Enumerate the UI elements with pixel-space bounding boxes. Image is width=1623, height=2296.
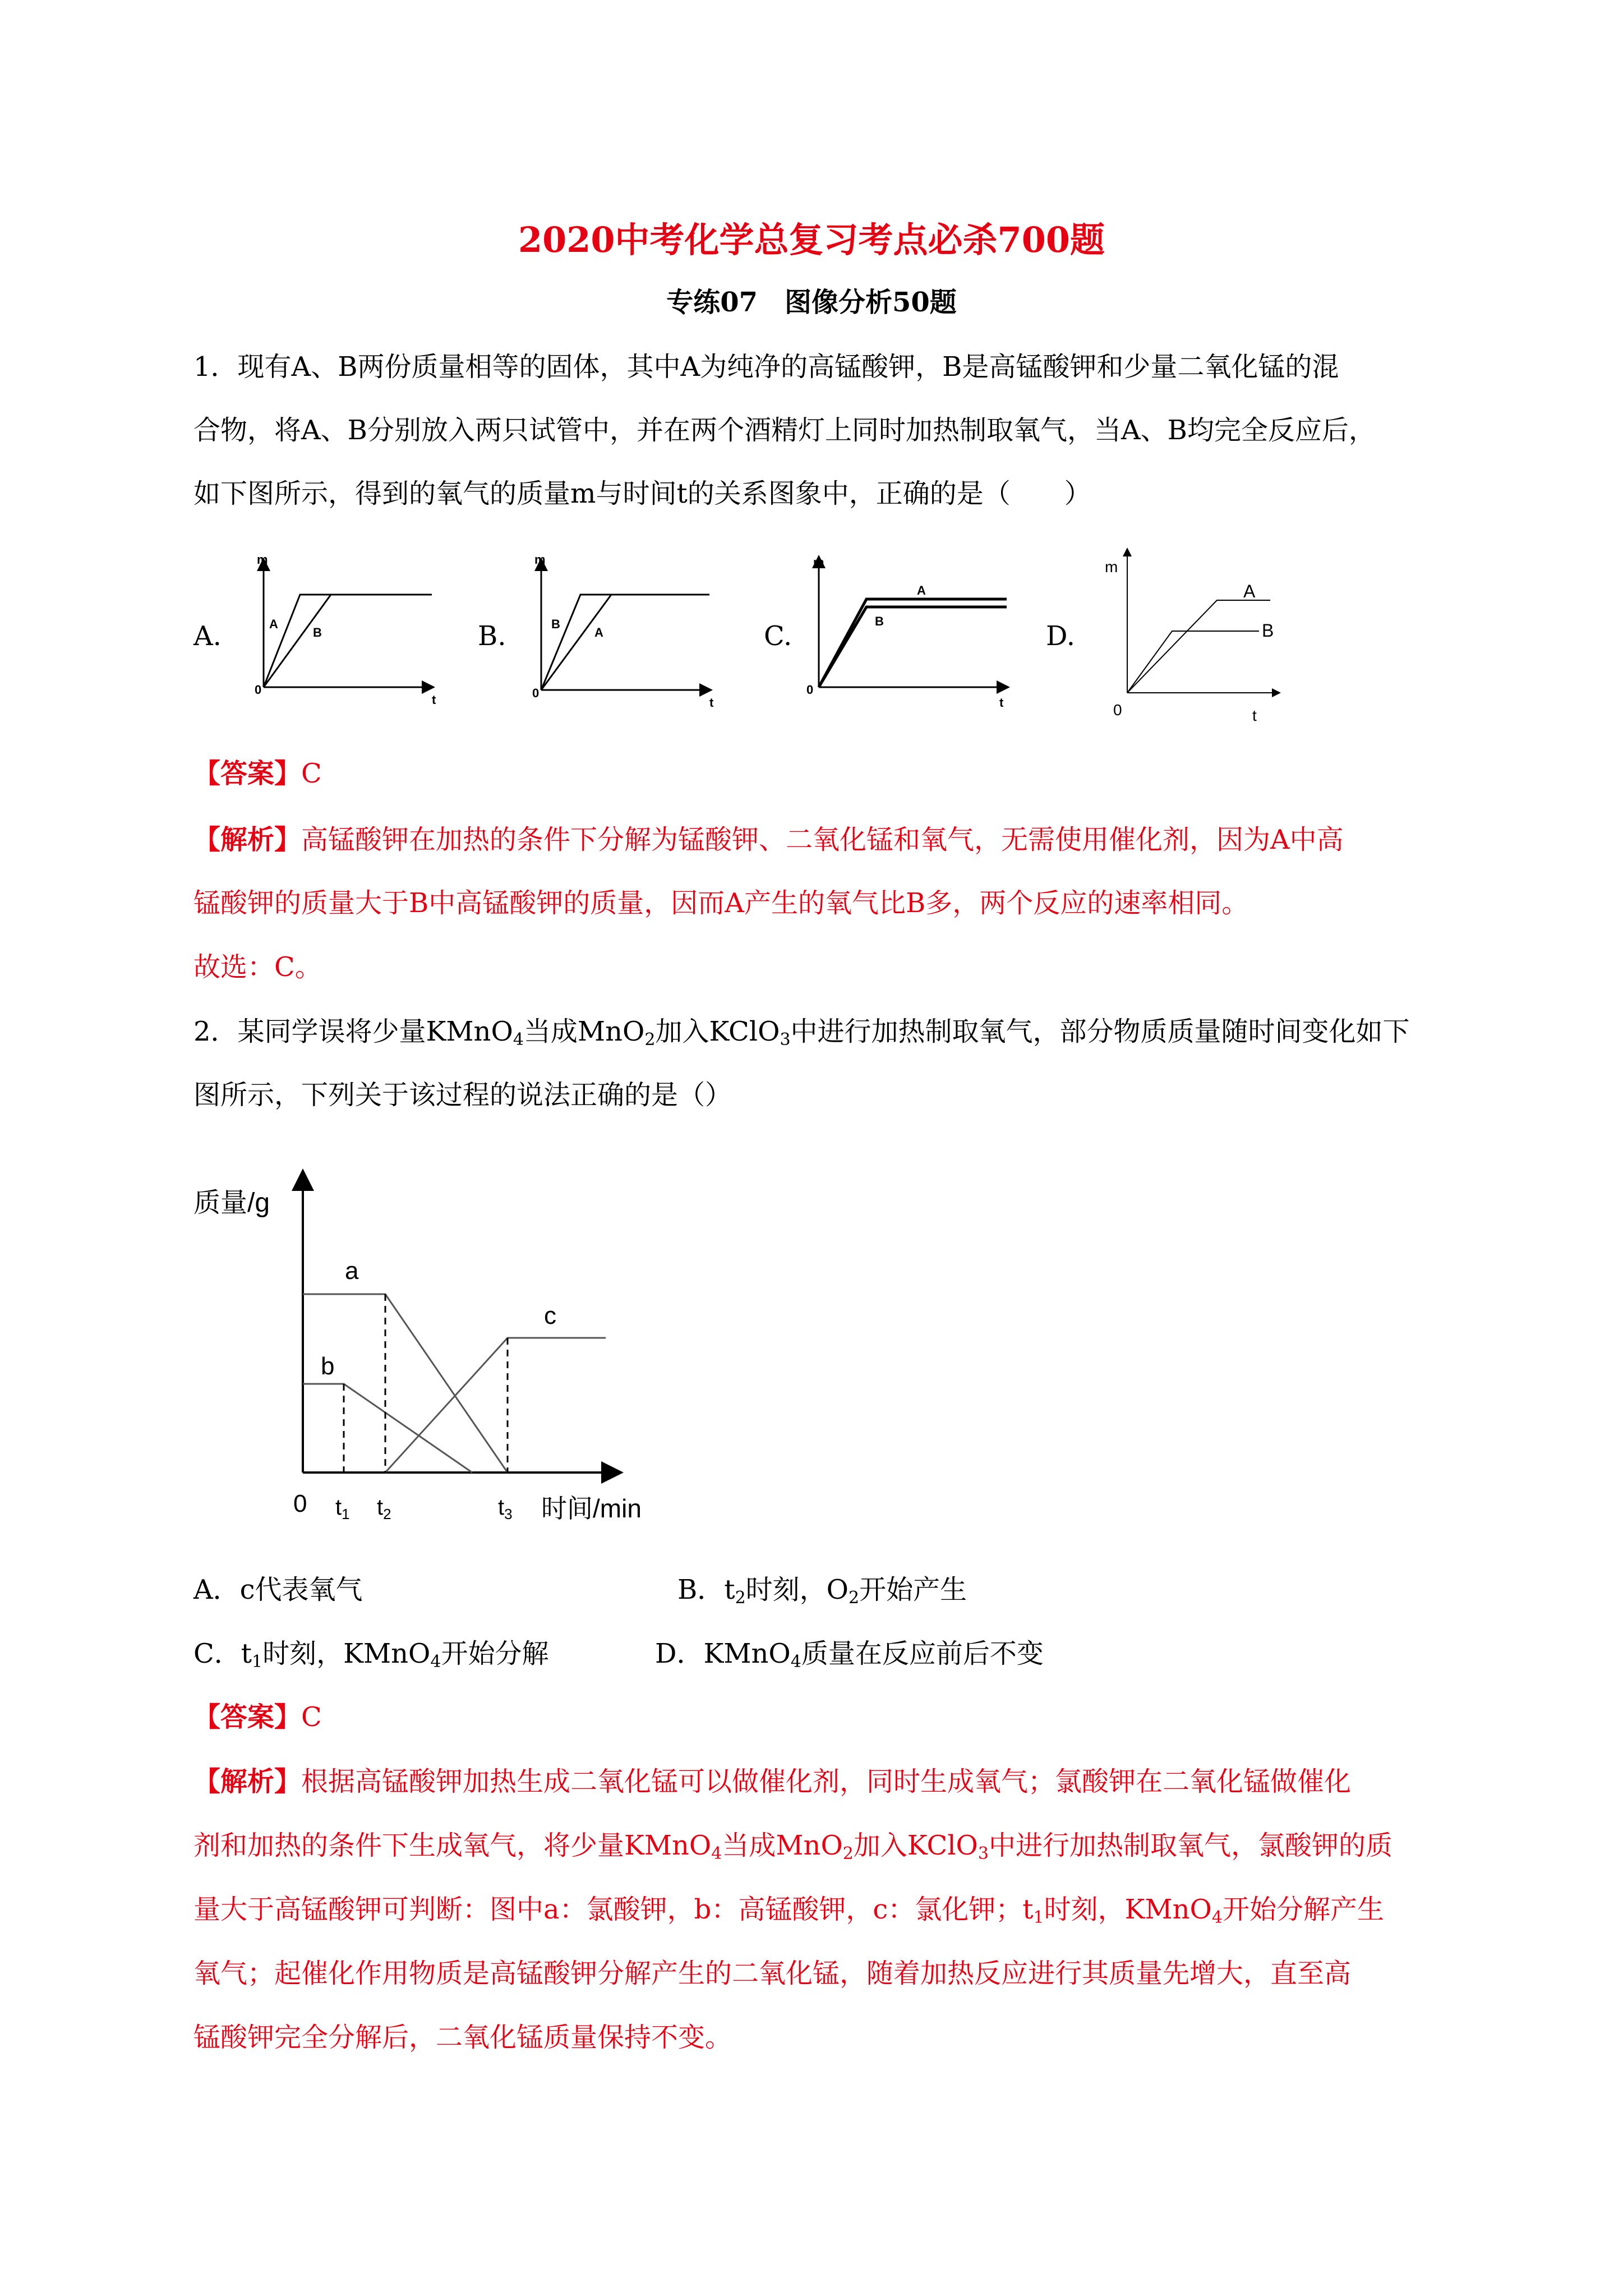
q2-graph [191,1161,684,1554]
graph-x-axis-label: t [709,696,714,710]
graph-x-axis-label: t [432,693,436,707]
graph-y-axis-label: m [1105,558,1118,576]
graph-origin-label: 0 [1113,701,1122,719]
graph-x-axis-label: t [999,696,1004,710]
q1-analysis-line-3: 故选：C。 [193,951,322,983]
curve-label-a: A [269,617,278,631]
q1-option-d-graph [1102,539,1287,729]
q1-analysis-line-2: 锰酸钾的质量大于B中高锰酸钾的质量，因而A产生的氧气比B多，两个反应的速率相同。 [193,887,1249,919]
graph-x-axis-label: t [1252,707,1257,724]
q1-text-line-3: 如下图所示，得到的氧气的质量m与时间t的关系图象中，正确的是（ ） [193,478,1091,509]
q2-option-a: A．c代表氧气 [193,1574,363,1605]
graph-origin-label: 0 [532,686,540,700]
graph-y-axis-label: m [257,553,268,567]
curve-label-a: A [1243,581,1256,601]
curve-label-b: b [321,1352,335,1380]
tick-t3: $t_3$ [498,1495,513,1522]
q1-option-b-graph [524,547,721,715]
curve-label-c: c [544,1302,556,1329]
graph-y-axis-label: m [534,553,546,567]
curve-label-b: B [875,614,884,628]
q1-text-line-2: 合物，将A、B分别放入两只试管中，并在两个酒精灯上同时加热制取氧气，当A、B均完全反应后， [193,415,1376,446]
tick-t1: $t_1$ [335,1495,350,1522]
page-subtitle: 专练07 图像分析50题 [666,287,957,318]
q2-answer [193,1701,322,1733]
q1-analysis-text-1: 高锰酸钾在加热的条件下分解为锰酸钾、二氧化锰和氧气，无需使用催化剂，因为A中高 [301,824,1344,855]
tick-t2: $t_2$ [377,1495,391,1522]
q2-analysis-line-3: 量大于高锰酸钾可判断：图中a：氯酸钾，b：高锰酸钾，c：氯化钾；$t_1$时刻，KMnO$_4$开始分解产生 [193,1894,1385,1927]
q2-analysis-line-4: 氧气；起催化作用物质是高锰酸钾分解产生的二氧化锰，随着加热反应进行其质量先增大，直至高 [193,1958,1352,1989]
q2-option-d: D．KMnO$_4$质量在反应前后不变 [655,1638,1044,1672]
q2-option-b: B．$t_2$时刻，$O_2$开始产生 [677,1574,967,1608]
q2-option-c: C．$t_1$时刻，KMnO$_4$开始分解 [193,1638,549,1672]
q1-answer-tag: 【答案】 [193,758,302,789]
q1-option-a-label: A. [193,620,222,652]
q2-text-line-2: 图所示，下列关于该过程的说法正确的是（） [193,1079,732,1111]
graph-x-axis-label: 时间/min [541,1494,642,1523]
q1-answer [193,760,322,787]
q1-option-a-graph [247,547,443,715]
q2-analysis-tag: 【解析】 [193,1766,302,1797]
q1-option-c-graph [802,547,1015,715]
q2-analysis-line-2: 剂和加热的条件下生成氧气，将少量KMnO$_4$当成MnO$_2$加入KClO$_3$中进行加热制取氧气，氯酸钾的质 [193,1830,1393,1864]
q1-option-d-label: D. [1046,620,1076,652]
q2-text-line-1: 2．某同学误将少量KMnO$_4$当成MnO$_2$加入KClO$_3$中进行加热制取氧气，部分物质质量随时间变化如下 [193,1016,1410,1050]
q1-option-c-label: C. [764,620,792,652]
q1-text-line-1: 1．现有A、B两份质量相等的固体，其中A为纯净的高锰酸钾，B是高锰酸钾和少量二氧化锰的混 [193,351,1339,383]
curve-label-b: B [313,625,322,639]
curve-label-b: B [551,617,560,631]
q2-analysis-line-1: 【解析】根据高锰酸钾加热生成二氧化锰可以做催化剂，同时生成氧气；氯酸钾在二氧化锰做催化 [193,1766,1352,1797]
curve-label-a: A [917,583,926,597]
q1-option-b-label: B. [478,620,506,652]
graph-y-axis-label: 质量/g [193,1188,270,1218]
q2-analysis-line-5: 锰酸钾完全分解后，二氧化锰质量保持不变。 [193,2022,732,2053]
curve-label-a: a [345,1257,359,1285]
graph-origin-label: 0 [255,683,262,697]
q1-analysis-line-1 [193,826,1344,853]
q2-answer-value: C [301,1701,322,1733]
curve-label-b: B [1262,620,1274,641]
q2-answer-tag: 【答案】 [193,1701,302,1733]
q1-analysis-tag: 【解析】 [193,824,302,855]
graph-origin-label: 0 [293,1490,307,1517]
graph-origin-label: 0 [806,683,814,697]
curve-label-a: A [594,625,603,639]
q1-answer-value: C [301,758,322,789]
graph-y-axis-label: m [813,555,824,569]
page-title: 2020中考化学总复习考点必杀700题 [518,219,1105,260]
